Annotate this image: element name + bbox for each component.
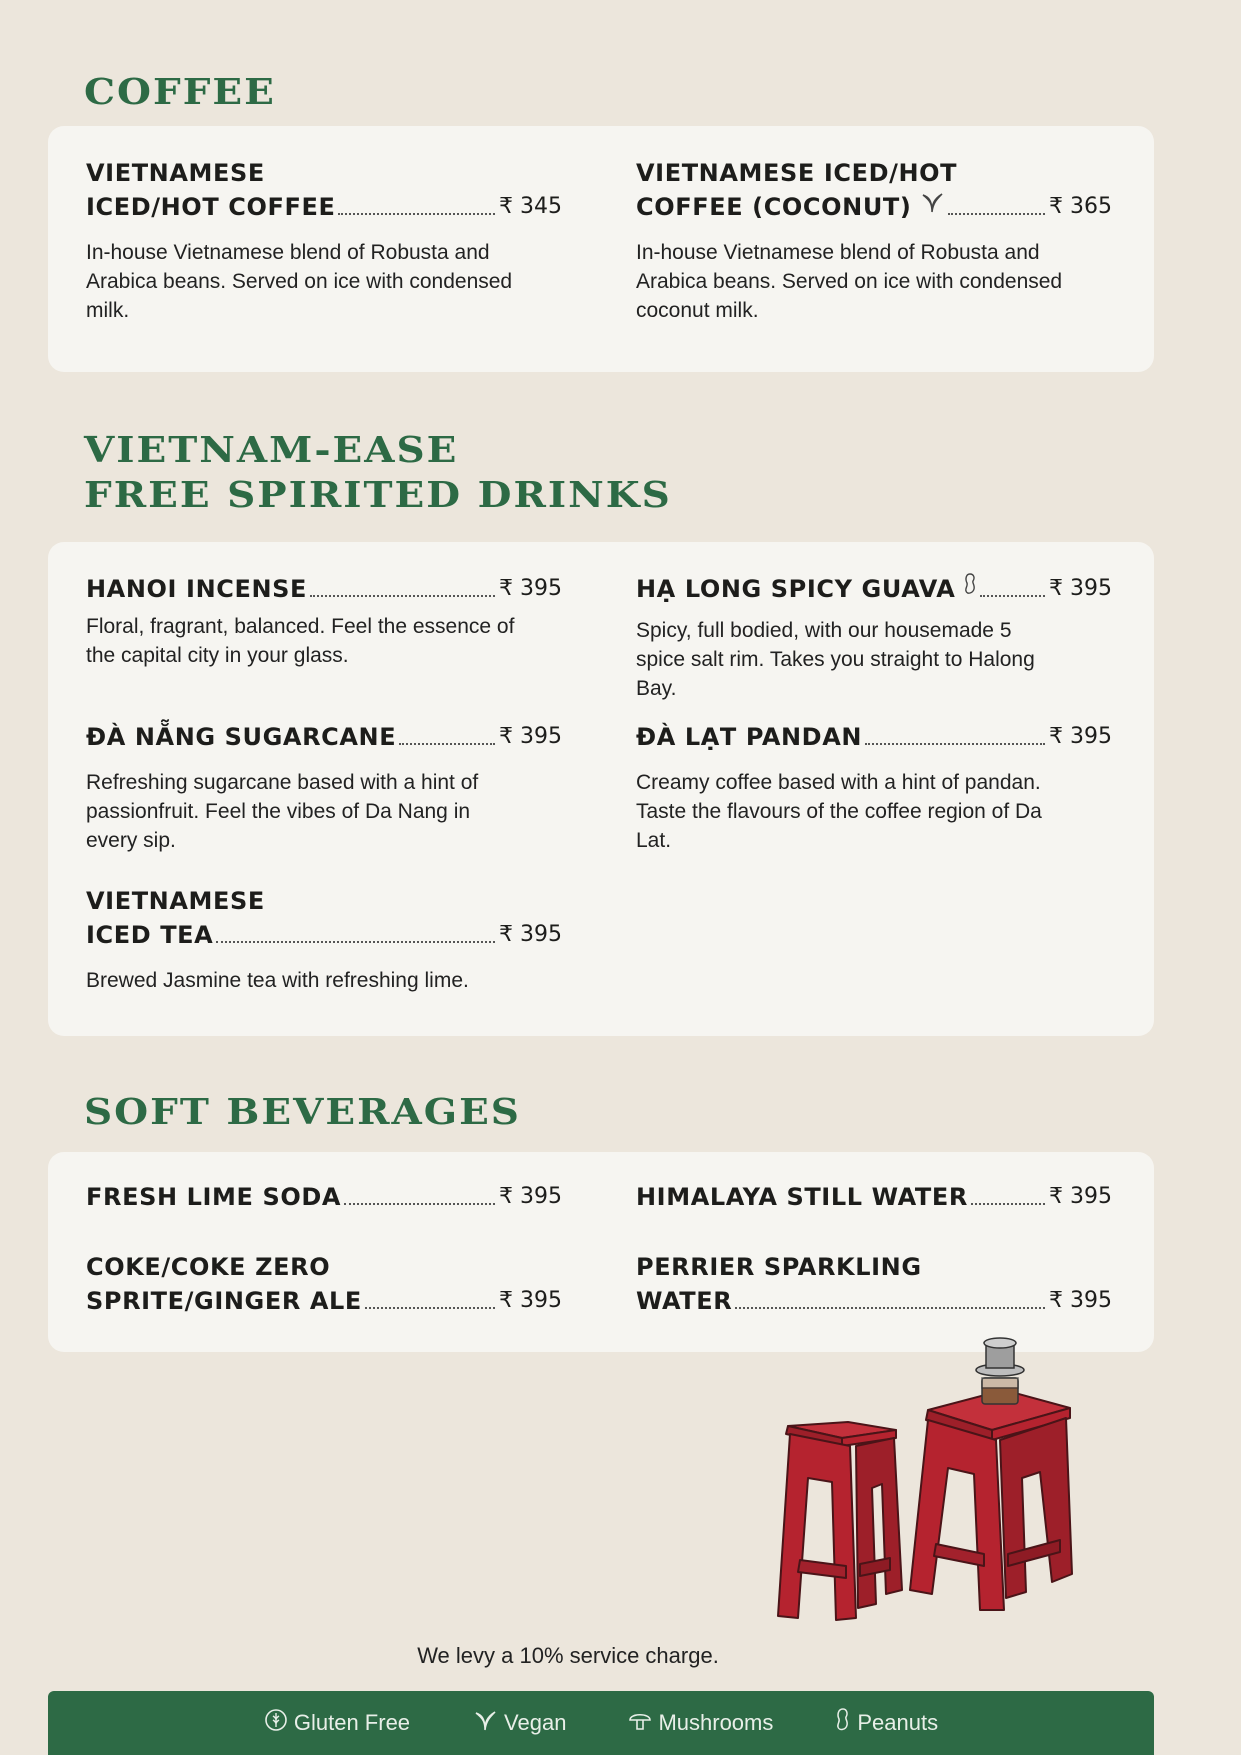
coffee-card (48, 126, 1154, 372)
legend-item-mushrooms (628, 1708, 773, 1738)
item-description: In-house Vietnamese blend of Robusta and Arabica beans. Served on ice with condensed milk. (86, 241, 513, 322)
dietary-legend (48, 1691, 1154, 1755)
item-price: ₹ 365 (1049, 194, 1112, 219)
section-title-line: VIETNAM-EASE (84, 428, 459, 472)
item-name: HIMALAYA STILL WATER (636, 1183, 968, 1211)
menu-item (86, 884, 562, 995)
item-price: ₹ 395 (499, 1288, 562, 1313)
section-title-soft-beverages: SOFT BEVERAGES (84, 1090, 521, 1134)
item-name: HẠ LONG SPICY GUAVA (636, 575, 956, 603)
legend-label: Peanuts (857, 1710, 939, 1735)
menu-item (636, 156, 1112, 325)
dot-leader (735, 1307, 1045, 1309)
menu-item (636, 1250, 1112, 1318)
phin-coffee-icon (976, 1338, 1024, 1404)
item-name: ĐÀ LẠT PANDAN (636, 723, 863, 751)
menu-item (636, 720, 1112, 855)
dot-leader (310, 595, 495, 597)
menu-item (86, 156, 562, 325)
red-stool-left (778, 1422, 902, 1620)
menu-item (86, 1250, 562, 1318)
dot-leader (971, 1203, 1045, 1205)
legend-label: Gluten Free (293, 1710, 411, 1735)
item-price: ₹ 395 (1049, 576, 1112, 601)
item-price: ₹ 395 (499, 576, 562, 601)
stools-illustration (760, 1328, 1100, 1633)
dot-leader (344, 1203, 495, 1205)
item-name: COFFEE (COCONUT) (636, 193, 912, 221)
peanut-icon (963, 573, 977, 600)
soft-beverages-card (48, 1152, 1154, 1352)
item-name: ICED TEA (86, 921, 214, 949)
item-name: SPRITE/GINGER ALE (86, 1287, 362, 1315)
dot-leader (948, 213, 1045, 215)
menu-item (636, 572, 1112, 703)
item-price: ₹ 395 (1049, 1288, 1112, 1313)
item-price: ₹ 345 (499, 194, 562, 219)
legend-label: Mushrooms (658, 1710, 774, 1735)
item-price: ₹ 395 (1049, 724, 1112, 749)
item-name: VIETNAMESE (86, 887, 265, 915)
legend-item-vegan (472, 1709, 566, 1737)
vegan-icon (919, 191, 945, 218)
section-title-free-spirited (84, 428, 672, 518)
item-name: VIETNAMESE ICED/HOT (636, 159, 958, 187)
vegan-icon (472, 1709, 498, 1737)
item-description: Floral, fragrant, balanced. Feel the essence of the capital city in your glass. (86, 615, 515, 667)
dot-leader (338, 213, 495, 215)
item-price: ₹ 395 (1049, 1184, 1112, 1209)
item-price: ₹ 395 (499, 922, 562, 947)
dot-leader (865, 743, 1045, 745)
item-description: In-house Vietnamese blend of Robusta and Arabica beans. Served on ice with condensed coconut milk. (636, 241, 1063, 322)
mushroom-icon (628, 1708, 652, 1738)
item-name: HANOI INCENSE (86, 575, 308, 603)
item-description: Creamy coffee based with a hint of pandan. Taste the flavours of the coffee region of Da Lat. (636, 771, 1042, 852)
item-name: COKE/COKE ZERO (86, 1253, 331, 1281)
item-name: PERRIER SPARKLING (636, 1253, 922, 1281)
dot-leader (980, 595, 1045, 597)
item-price: ₹ 395 (499, 724, 562, 749)
dot-leader (365, 1307, 495, 1309)
menu-item (636, 1180, 1112, 1214)
red-stool-right (910, 1390, 1072, 1610)
dot-leader (399, 743, 495, 745)
item-name: WATER (636, 1287, 733, 1315)
menu-item (86, 720, 562, 855)
menu-item (86, 572, 562, 670)
item-name: FRESH LIME SODA (86, 1183, 342, 1211)
item-description: Refreshing sugarcane based with a hint of passionfruit. Feel the vibes of Da Nang in every sip. (86, 771, 479, 852)
menu-item (86, 1180, 562, 1214)
item-description: Spicy, full bodied, with our housemade 5 spice salt rim. Takes you straight to Halong Bay. (636, 619, 1035, 700)
section-title-coffee: COFFEE (84, 70, 276, 114)
item-name: ICED/HOT COFFEE (86, 193, 336, 221)
item-name: ĐÀ NẴNG SUGARCANE (86, 723, 397, 751)
item-description: Brewed Jasmine tea with refreshing lime. (86, 969, 469, 992)
gluten-free-icon (264, 1708, 288, 1738)
legend-label: Vegan (504, 1710, 567, 1735)
legend-item-peanuts (835, 1708, 938, 1738)
item-name: VIETNAMESE (86, 159, 265, 187)
free-spirited-card (48, 542, 1154, 1036)
dot-leader (216, 941, 495, 943)
legend-item-gluten-free (264, 1708, 410, 1738)
service-charge-note: We levy a 10% service charge. (417, 1643, 719, 1668)
item-price: ₹ 395 (499, 1184, 562, 1209)
section-title-line: FREE SPIRITED DRINKS (84, 474, 672, 517)
peanut-icon (835, 1708, 851, 1738)
